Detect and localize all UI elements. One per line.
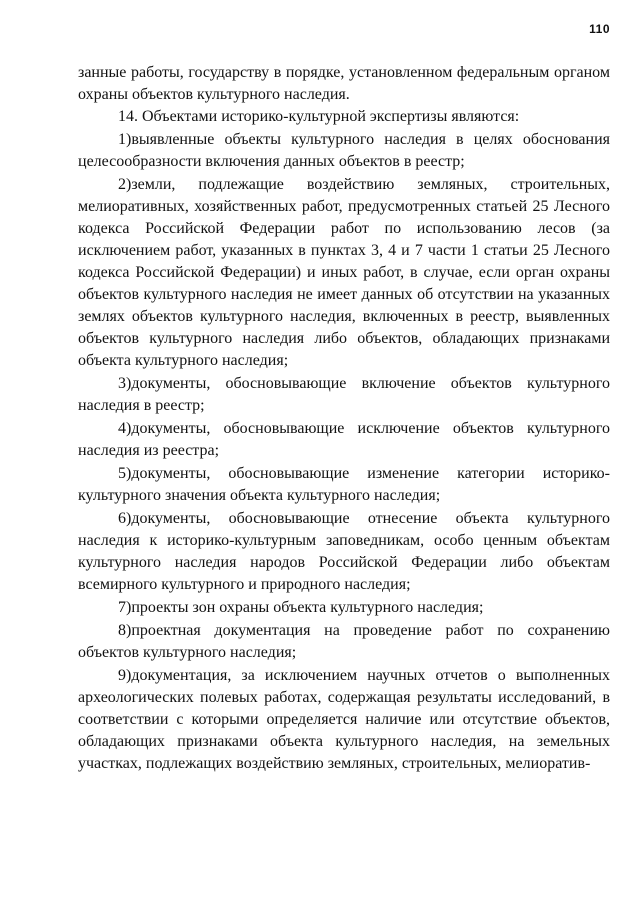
list-item-number: 6) [118,510,132,527]
list-item-text: проекты зон охраны объекта культурного наследия; [131,599,484,616]
paragraph-continuation [78,62,610,106]
list-item-number: 8) [118,622,132,639]
paragraph-text: 14. Объектами историко-культурной экспертизы являются: [118,108,520,125]
list-item-text: документы, обосновывающие отнесение объекта культурного наследия к историко-культурным заповедникам, особо ценным объектам культурного наследия народов Российской Федерации либо объектам всемирного культурного и природного наследия; [78,510,610,593]
list-item [78,508,610,596]
list-item-number: 1) [118,131,132,148]
list-item [78,174,610,372]
list-item-text: выявленные объекты культурного наследия в целях обоснования целесообразности включения данных объектов в реестр; [78,131,610,170]
list-item [78,373,610,417]
list-item-text: документы, обосновывающие исключение объектов культурного наследия из реестра; [78,420,610,459]
list-item [78,597,610,619]
list-item-number: 5) [118,465,132,482]
list-item [78,418,610,462]
list-item-text: земли, подлежащие воздействию земляных, строительных, мелиоративных, хозяйственных работ, предусмотренных статьей 25 Лесного кодекса Российской Федерации работ по использованию лесов (за исключением работ, указанных в пунктах 3, 4 и 7 части 1 статьи 25 Лесного кодекса Российской Федерации) и иных работ, в случае, если орган охраны объектов культурного наследия не имеет данных об отсутствии на указанных землях объектов культурного наследия, включенных в реестр, выявленных объектов культурного наследия либо объектов, обладающих признаками объекта культурного наследия; [78,176,610,369]
list-item [78,463,610,507]
list-item-number: 3) [118,375,132,392]
list-item-text: проектная документация на проведение работ по сохранению объектов культурного наследия; [78,622,610,661]
list-item-number: 4) [118,420,132,437]
paragraph-heading [78,106,610,128]
paragraph-text: занные работы, государству в порядке, установленном федеральным органом охраны объектов культурного наследия. [78,64,610,103]
list-item-text: документы, обосновывающие изменение категории историко-культурного значения объекта культурного наследия; [78,465,610,504]
list-item-number: 7) [118,599,132,616]
list-item [78,129,610,173]
list-item [78,620,610,664]
list-item-number: 9) [118,667,132,684]
page-number: 110 [589,22,610,36]
list-item-number: 2) [118,176,132,193]
list-item-text: документация, за исключением научных отчетов о выполненных археологических полевых работах, содержащая результаты исследований, в соответствии с которыми определяется наличие или отсутствие объектов, обладающих признаками объекта культурного наследия, на земельных участках, подлежащих воздействию земляных, строительных, мелиоратив- [78,667,610,772]
body-text [78,62,610,775]
list-item-text: документы, обосновывающие включение объектов культурного наследия в реестр; [78,375,610,414]
list-item [78,665,610,775]
